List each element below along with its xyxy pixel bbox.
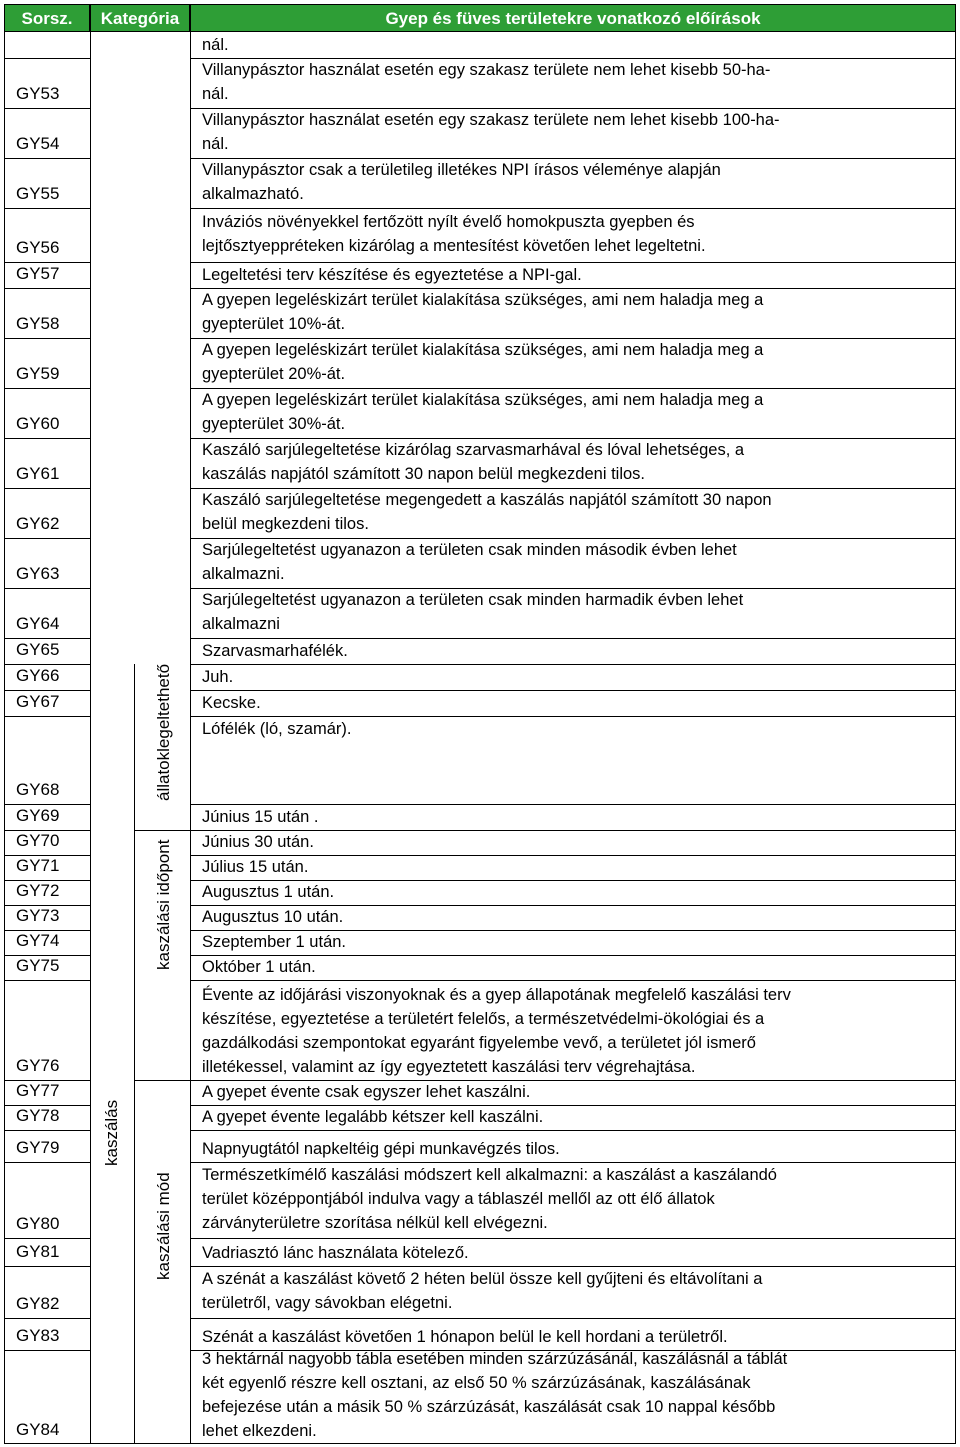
row-text: Természetkímélő kaszálási módszert kell alkalmazni: a kaszálást a kaszálandó terület középpontjából indulva vagy a táblaszél mellől az ott élő állatok zárványterületre szorítása nélkül kell elvégezni. <box>202 1166 777 1232</box>
row-separator <box>4 588 90 589</box>
row-code: GY53 <box>16 84 60 103</box>
row-code: GY80 <box>16 1214 60 1233</box>
row-code: GY71 <box>16 856 60 875</box>
row-code: GY60 <box>16 414 60 433</box>
column-divider <box>190 32 191 1444</box>
header-kategoria: Kategória <box>90 4 190 32</box>
row-text: 3 hektárnál nagyobb tábla esetében minden szárzúzásánál, kaszálásnál a táblát két egyenlő részre kell osztani, az első 50 % szárzúzásának, kaszálásának befejezése után a másik 50 % szárzúzását, kaszálását csak 10 nappal később lehet elkezdeni. <box>202 1350 788 1440</box>
row-text: Villanypásztor csak a területileg illetékes NPI írásos véleménye alapján alkalmazható. <box>202 161 721 203</box>
row-separator <box>4 488 90 489</box>
row-text: Sarjúlegeltetést ugyanazon a területen csak minden második évben lehet alkalmazni. <box>202 541 737 583</box>
row-separator <box>4 1266 90 1267</box>
header-eloirasok: Gyep és füves területekre vonatkozó előírások <box>190 4 956 32</box>
row-text: Június 15 után . <box>202 808 319 826</box>
row-code: GY75 <box>16 956 60 975</box>
row-code: GY58 <box>16 314 60 333</box>
row-text: Augusztus 1 után. <box>202 883 335 901</box>
row-code: GY84 <box>16 1420 60 1439</box>
row-text: A gyepen legeléskizárt terület kialakítása szükséges, ami nem haladja meg a gyepterület 10%-át. <box>202 291 764 333</box>
row-text: Szeptember 1 után. <box>202 933 347 951</box>
row-separator <box>4 338 90 339</box>
row-code: GY70 <box>16 831 60 850</box>
row-separator <box>4 1238 90 1239</box>
header-sorsz: Sorsz. <box>4 4 90 32</box>
table-border-bottom <box>4 1443 956 1444</box>
row-text: Villanypásztor használat esetén egy szakasz területe nem lehet kisebb 100-ha- nál. <box>202 111 780 153</box>
row-separator <box>4 638 90 639</box>
row-separator <box>4 1350 90 1351</box>
row-separator <box>190 1318 956 1319</box>
row-text: Sarjúlegeltetést ugyanazon a területen csak minden harmadik évben lehet alkalmazni <box>202 591 744 633</box>
row-text: Kaszáló sarjúlegeltetése kizárólag szarvasmarhával és lóval lehetséges, a kaszálás napjától számított 30 napon belül megkezdeni tilos. <box>202 441 745 483</box>
column-divider <box>90 32 91 1444</box>
row-text: Kecske. <box>202 694 261 712</box>
row-separator <box>4 288 90 289</box>
row-code: GY57 <box>16 264 60 283</box>
row-code: GY83 <box>16 1326 60 1345</box>
row-code: GY63 <box>16 564 60 583</box>
row-separator <box>4 262 90 263</box>
row-separator <box>190 1130 956 1131</box>
row-separator <box>4 1318 90 1319</box>
row-text: Lófélék (ló, szamár). <box>202 720 352 738</box>
row-code: GY54 <box>16 134 60 153</box>
regulation-table <box>4 4 956 1444</box>
row-code: GY68 <box>16 780 60 799</box>
row-code: GY74 <box>16 931 60 950</box>
row-text: Inváziós növényekkel fertőzött nyílt évelő homokpuszta gyepben és lejtősztyeppréteken kizárólag a mentesítést követően lehet legeltetni. <box>202 213 706 255</box>
row-text: Október 1 után. <box>202 958 316 976</box>
subcategory-separator <box>134 830 190 831</box>
row-text: nál. <box>202 36 229 54</box>
subcategory-divider <box>134 664 135 1444</box>
row-separator <box>4 1130 90 1131</box>
row-separator <box>190 1238 956 1239</box>
row-separator <box>4 388 90 389</box>
row-code: GY78 <box>16 1106 60 1125</box>
row-text: Június 30 után. <box>202 833 314 851</box>
row-separator <box>4 438 90 439</box>
row-code: GY65 <box>16 640 60 659</box>
row-text: Napnyugtától napkeltéig gépi munkavégzés tilos. <box>202 1140 560 1158</box>
category-kaszalas: kaszálás <box>102 1099 121 1166</box>
row-separator <box>4 716 90 717</box>
row-code: GY72 <box>16 881 60 900</box>
row-code: GY82 <box>16 1294 60 1313</box>
row-code: GY69 <box>16 806 60 825</box>
row-text: A gyepen legeléskizárt terület kialakítása szükséges, ami nem haladja meg a gyepterület 30%-át. <box>202 391 764 433</box>
row-text: Szarvasmarhafélék. <box>202 642 348 660</box>
row-text: Augusztus 10 után. <box>202 908 344 926</box>
row-separator <box>4 804 90 805</box>
row-text: A szénát a kaszálást követő 2 héten belül össze kell gyűjteni és eltávolítani a területről, vagy sávokban elégetni. <box>202 1270 763 1312</box>
row-text: Juh. <box>202 668 234 686</box>
row-text: A gyepet évente csak egyszer lehet kaszálni. <box>202 1083 531 1101</box>
row-separator <box>4 980 90 981</box>
row-separator <box>190 980 956 981</box>
row-separator <box>4 664 90 665</box>
row-code: GY67 <box>16 692 60 711</box>
category-kaszalasi-mod: kaszálási mód <box>154 1172 173 1280</box>
category-allatok: állatoklegeltethető <box>154 663 173 801</box>
row-separator <box>4 158 90 159</box>
row-code: GY55 <box>16 184 60 203</box>
category-kaszalasi-idopont: kaszálási időpont <box>154 839 173 970</box>
row-text: Kaszáló sarjúlegeltetése megengedett a kaszálás napjától számított 30 napon belül megkezdeni tilos. <box>202 491 772 533</box>
subcategory-separator <box>134 1080 190 1081</box>
row-code: GY73 <box>16 906 60 925</box>
row-text: Szénát a kaszálást követően 1 hónapon belül le kell hordani a területről. <box>202 1328 728 1346</box>
row-code: GY59 <box>16 364 60 383</box>
row-text: Legeltetési terv készítése és egyeztetése a NPI-gal. <box>202 266 582 284</box>
row-text: Évente az időjárási viszonyoknak és a gyep állapotának megfelelő kaszálási terv készítése, egyeztetése a területért felelős, a természetvédelmi-ökológiai és a gazdálkodási szempontokat egyaránt figyelembe vevő, a területet jól ismerő illetékessel, valamint az így egyeztetett kaszálási terv végrehajtása. <box>202 986 791 1076</box>
row-code: GY76 <box>16 1056 60 1075</box>
row-code: GY66 <box>16 666 60 685</box>
row-separator <box>190 208 956 209</box>
row-code: GY79 <box>16 1138 60 1157</box>
row-separator <box>4 208 90 209</box>
table-border-left <box>4 4 5 1444</box>
row-separator <box>4 108 90 109</box>
row-code: GY62 <box>16 514 60 533</box>
row-text: A gyepen legeléskizárt terület kialakítása szükséges, ami nem haladja meg a gyepterület 20%-át. <box>202 341 764 383</box>
row-separator <box>4 58 90 59</box>
table-border-right <box>955 4 956 1444</box>
row-separator <box>4 538 90 539</box>
row-text: A gyepet évente legalább kétszer kell kaszálni. <box>202 1108 544 1126</box>
row-separator <box>4 1162 90 1163</box>
row-code: GY64 <box>16 614 60 633</box>
row-code: GY61 <box>16 464 60 483</box>
row-separator <box>4 690 90 691</box>
row-code: GY56 <box>16 238 60 257</box>
row-code: GY77 <box>16 1081 60 1100</box>
row-text: Vadriasztó lánc használata kötelező. <box>202 1244 469 1262</box>
row-text: Július 15 után. <box>202 858 309 876</box>
row-code: GY81 <box>16 1242 60 1261</box>
row-text: Villanypásztor használat esetén egy szakasz területe nem lehet kisebb 50-ha- nál. <box>202 61 771 103</box>
